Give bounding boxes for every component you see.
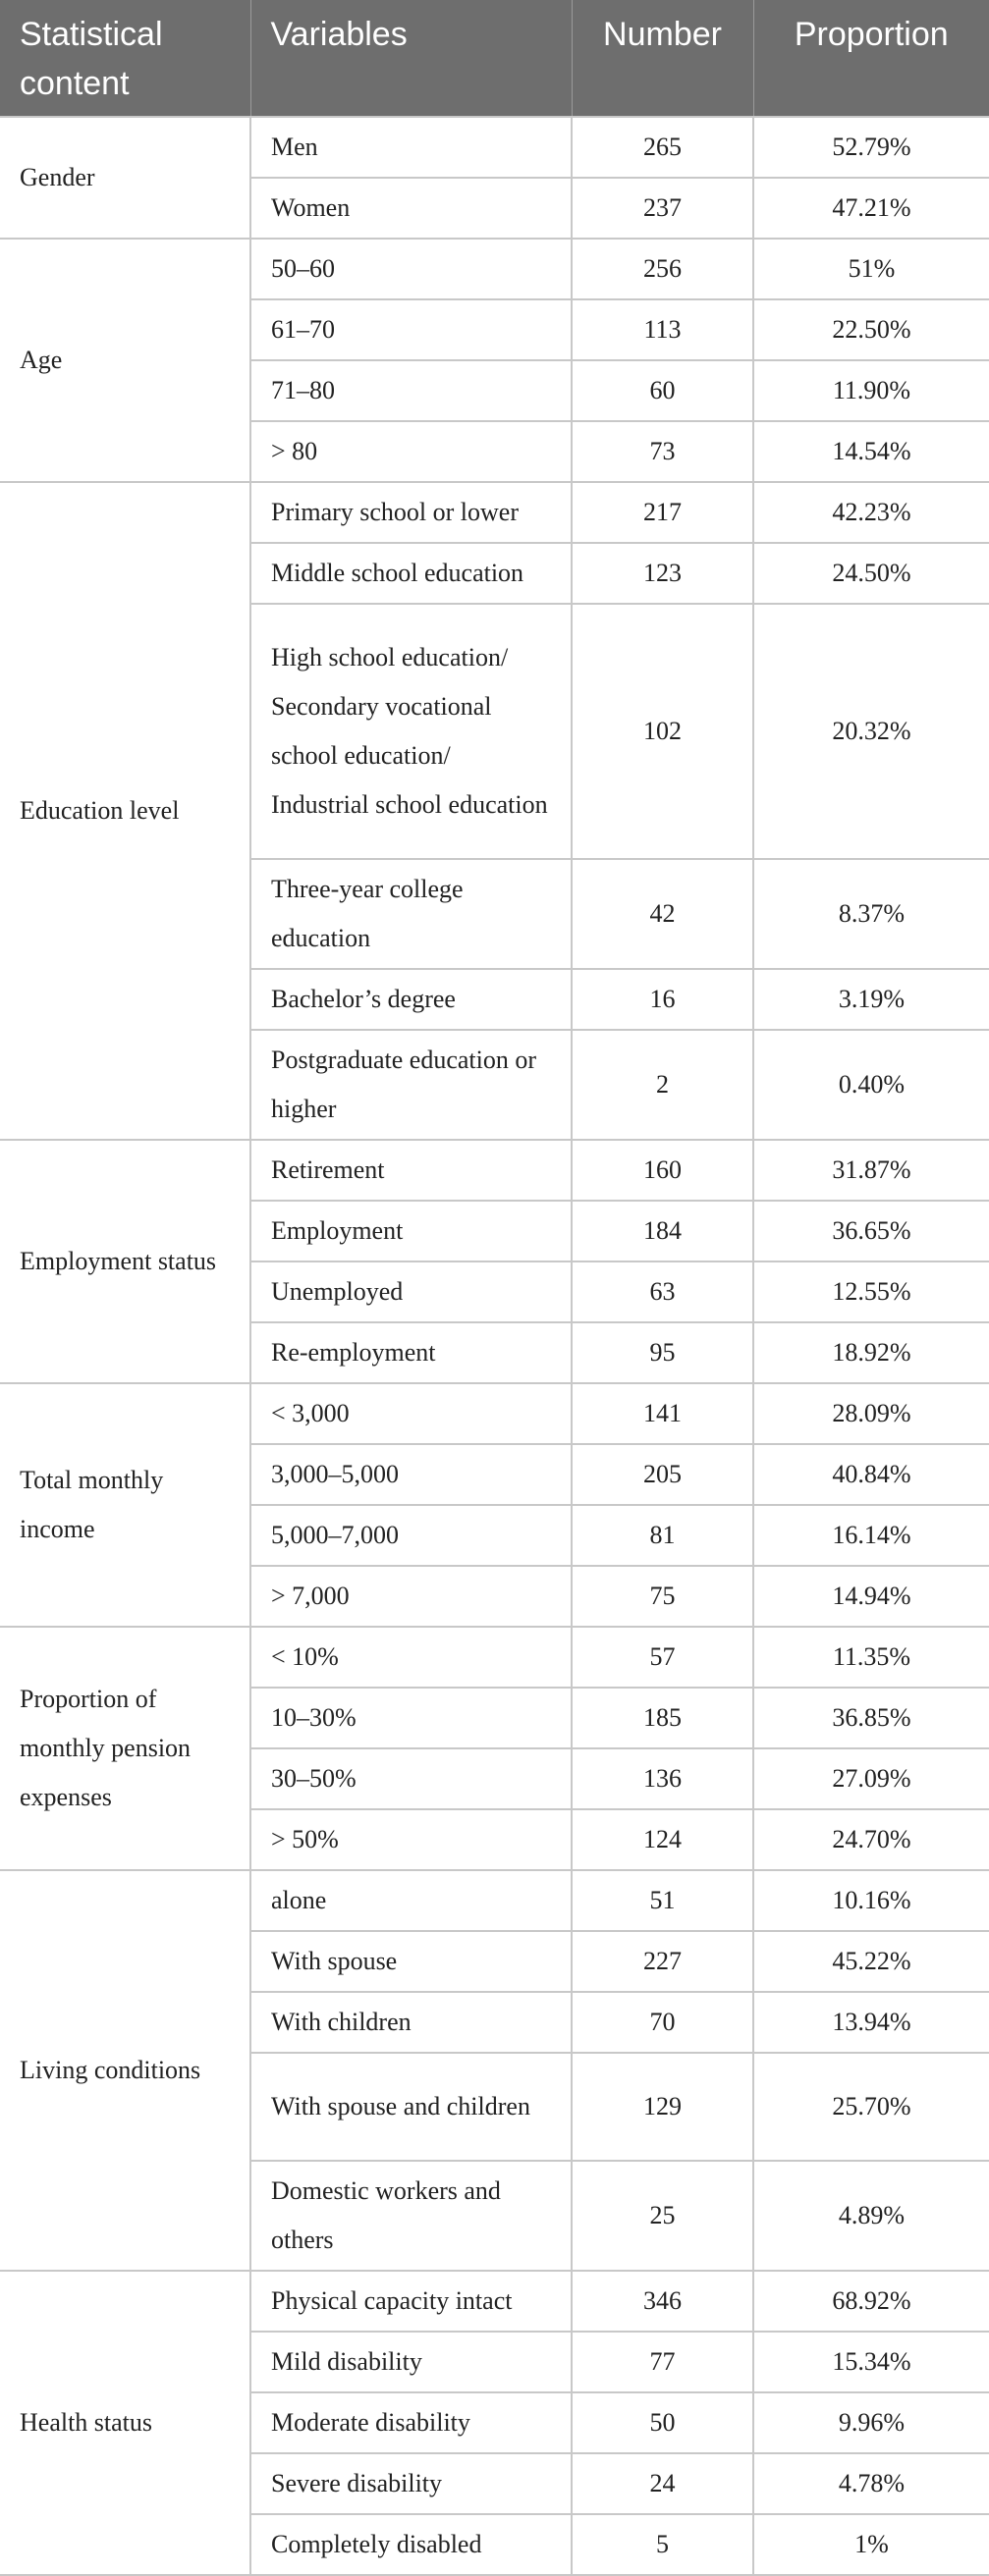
variable-cell: Retirement [250, 1140, 572, 1201]
variable-cell: > 7,000 [250, 1566, 572, 1627]
proportion-cell: 47.21% [753, 178, 989, 239]
variable-cell: 30–50% [250, 1748, 572, 1809]
category-cell: Gender [0, 117, 250, 239]
proportion-cell: 8.37% [753, 859, 989, 969]
variable-cell: With spouse [250, 1931, 572, 1992]
number-cell: 227 [572, 1931, 753, 1992]
number-cell: 136 [572, 1748, 753, 1809]
variable-cell: Women [250, 178, 572, 239]
proportion-cell: 25.70% [753, 2053, 989, 2161]
number-cell: 2 [572, 1030, 753, 1140]
variable-cell: Mild disability [250, 2332, 572, 2392]
table-row [0, 117, 989, 178]
number-cell: 50 [572, 2392, 753, 2453]
number-cell: 346 [572, 2271, 753, 2332]
header-row [0, 0, 989, 117]
variable-cell: 50–60 [250, 239, 572, 299]
number-cell: 102 [572, 604, 753, 859]
variable-cell: High school education/ Secondary vocational school education/ Industrial school education [250, 604, 572, 859]
variable-cell: 61–70 [250, 299, 572, 360]
variable-cell: < 10% [250, 1627, 572, 1688]
number-cell: 73 [572, 421, 753, 482]
category-cell: Age [0, 239, 250, 482]
category-cell: Employment status [0, 1140, 250, 1383]
category-cell: Total monthly income [0, 1383, 250, 1627]
number-cell: 77 [572, 2332, 753, 2392]
variable-cell: Severe disability [250, 2453, 572, 2514]
table-row [0, 1140, 989, 1201]
number-cell: 95 [572, 1322, 753, 1383]
variable-cell: Unemployed [250, 1261, 572, 1322]
number-cell: 265 [572, 117, 753, 178]
header-variables: Variables [250, 0, 572, 117]
proportion-cell: 27.09% [753, 1748, 989, 1809]
number-cell: 160 [572, 1140, 753, 1201]
table-row [0, 1627, 989, 1688]
variable-cell: 71–80 [250, 360, 572, 421]
number-cell: 5 [572, 2514, 753, 2575]
proportion-cell: 28.09% [753, 1383, 989, 1444]
variable-cell: Middle school education [250, 543, 572, 604]
category-cell: Health status [0, 2271, 250, 2575]
number-cell: 16 [572, 969, 753, 1030]
number-cell: 81 [572, 1505, 753, 1566]
proportion-cell: 18.92% [753, 1322, 989, 1383]
variable-cell: alone [250, 1870, 572, 1931]
number-cell: 42 [572, 859, 753, 969]
variable-cell: With spouse and children [250, 2053, 572, 2161]
header-statistical-content: Statistical content [0, 0, 250, 117]
proportion-cell: 24.50% [753, 543, 989, 604]
category-cell: Proportion of monthly pension expenses [0, 1627, 250, 1870]
variable-cell: Bachelor’s degree [250, 969, 572, 1030]
number-cell: 185 [572, 1688, 753, 1748]
table-row [0, 1383, 989, 1444]
number-cell: 217 [572, 482, 753, 543]
proportion-cell: 0.40% [753, 1030, 989, 1140]
proportion-cell: 1% [753, 2514, 989, 2575]
variable-cell: Physical capacity intact [250, 2271, 572, 2332]
number-cell: 237 [572, 178, 753, 239]
proportion-cell: 31.87% [753, 1140, 989, 1201]
variable-cell: Three-year college education [250, 859, 572, 969]
variable-cell: 5,000–7,000 [250, 1505, 572, 1566]
number-cell: 75 [572, 1566, 753, 1627]
proportion-cell: 10.16% [753, 1870, 989, 1931]
header-number: Number [572, 0, 753, 117]
table-header [0, 0, 989, 117]
number-cell: 57 [572, 1627, 753, 1688]
table-row [0, 239, 989, 299]
number-cell: 129 [572, 2053, 753, 2161]
proportion-cell: 4.78% [753, 2453, 989, 2514]
variable-cell: With children [250, 1992, 572, 2053]
variable-cell: Postgraduate education or higher [250, 1030, 572, 1140]
number-cell: 24 [572, 2453, 753, 2514]
number-cell: 51 [572, 1870, 753, 1931]
table-row [0, 482, 989, 543]
proportion-cell: 68.92% [753, 2271, 989, 2332]
proportion-cell: 9.96% [753, 2392, 989, 2453]
variable-cell: 10–30% [250, 1688, 572, 1748]
proportion-cell: 45.22% [753, 1931, 989, 1992]
proportion-cell: 40.84% [753, 1444, 989, 1505]
proportion-cell: 14.54% [753, 421, 989, 482]
number-cell: 124 [572, 1809, 753, 1870]
number-cell: 60 [572, 360, 753, 421]
proportion-cell: 36.65% [753, 1201, 989, 1261]
number-cell: 141 [572, 1383, 753, 1444]
header-proportion: Proportion [753, 0, 989, 117]
proportion-cell: 3.19% [753, 969, 989, 1030]
category-cell: Living conditions [0, 1870, 250, 2271]
proportion-cell: 12.55% [753, 1261, 989, 1322]
table-row [0, 2271, 989, 2332]
proportion-cell: 20.32% [753, 604, 989, 859]
variable-cell: > 80 [250, 421, 572, 482]
number-cell: 63 [572, 1261, 753, 1322]
number-cell: 113 [572, 299, 753, 360]
proportion-cell: 14.94% [753, 1566, 989, 1627]
variable-cell: Moderate disability [250, 2392, 572, 2453]
variable-cell: Re-employment [250, 1322, 572, 1383]
proportion-cell: 4.89% [753, 2161, 989, 2271]
variable-cell: > 50% [250, 1809, 572, 1870]
variable-cell: 3,000–5,000 [250, 1444, 572, 1505]
proportion-cell: 36.85% [753, 1688, 989, 1748]
proportion-cell: 11.90% [753, 360, 989, 421]
number-cell: 184 [572, 1201, 753, 1261]
variable-cell: Primary school or lower [250, 482, 572, 543]
proportion-cell: 13.94% [753, 1992, 989, 2053]
category-cell: Education level [0, 482, 250, 1140]
variable-cell: Men [250, 117, 572, 178]
proportion-cell: 52.79% [753, 117, 989, 178]
number-cell: 256 [572, 239, 753, 299]
variable-cell: Domestic workers and others [250, 2161, 572, 2271]
proportion-cell: 24.70% [753, 1809, 989, 1870]
proportion-cell: 51% [753, 239, 989, 299]
number-cell: 70 [572, 1992, 753, 2053]
variable-cell: Employment [250, 1201, 572, 1261]
table-body [0, 117, 989, 2575]
proportion-cell: 22.50% [753, 299, 989, 360]
variable-cell: < 3,000 [250, 1383, 572, 1444]
number-cell: 123 [572, 543, 753, 604]
proportion-cell: 11.35% [753, 1627, 989, 1688]
number-cell: 25 [572, 2161, 753, 2271]
variable-cell: Completely disabled [250, 2514, 572, 2575]
number-cell: 205 [572, 1444, 753, 1505]
proportion-cell: 15.34% [753, 2332, 989, 2392]
table-row [0, 1870, 989, 1931]
proportion-cell: 42.23% [753, 482, 989, 543]
proportion-cell: 16.14% [753, 1505, 989, 1566]
